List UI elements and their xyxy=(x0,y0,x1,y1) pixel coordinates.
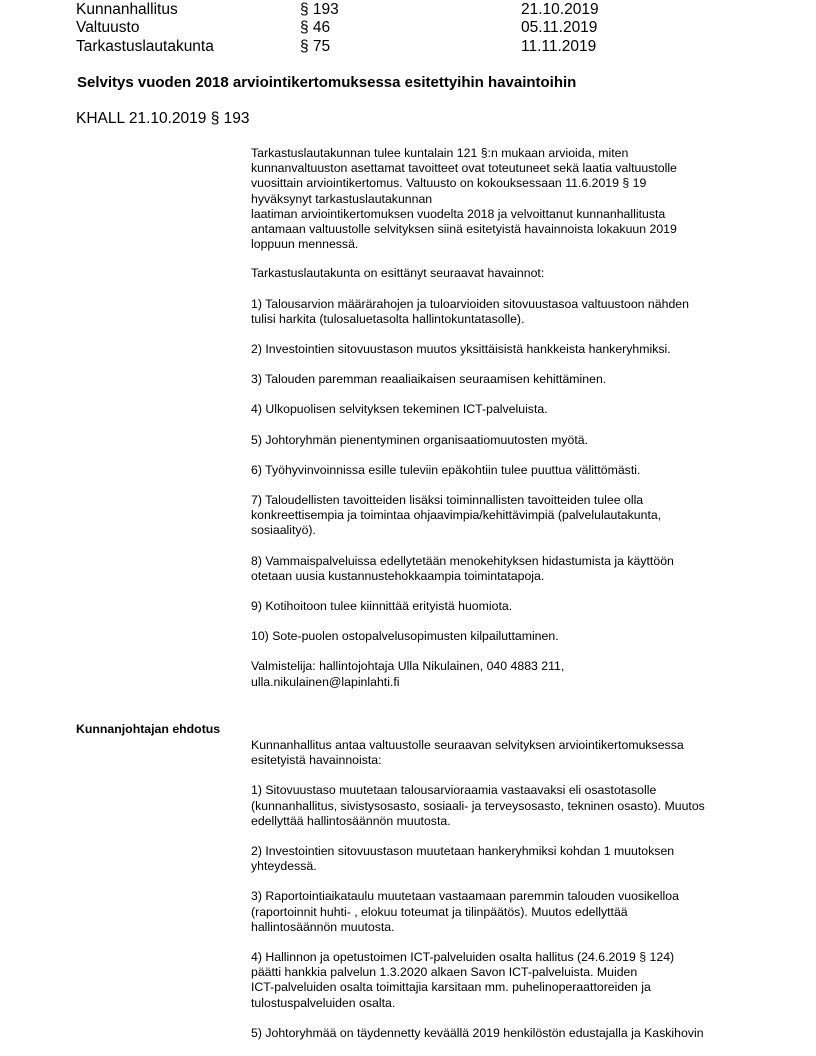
proposal-heading: Kunnanjohtajan ehdotus xyxy=(76,722,221,736)
header-date: 11.11.2019 xyxy=(521,38,597,55)
observation-item: 4) Ulkopuolisen selvityksen tekeminen ICT-palveluista. xyxy=(251,402,548,417)
observation-item: 1) Talousarvion määrärahojen ja tuloarvioiden sitovuustasoa valtuustoon nähden tulisi harkita (tulosaluetasolta hallintokuntatasolle). xyxy=(251,296,689,326)
proposal-section xyxy=(251,738,751,1041)
header-section: § 193 xyxy=(300,1,339,18)
header-section: § 46 xyxy=(300,19,331,36)
preparation-section xyxy=(251,146,751,690)
observations-lead: Tarkastuslautakunta on esittänyt seuraavat havainnot: xyxy=(251,266,545,281)
observation-item: 3) Talouden paremman reaaliaikaisen seuraamisen kehittäminen. xyxy=(251,372,607,387)
proposal-intro: Kunnanhallitus antaa valtuustolle seuraavan selvityksen arviointikertomuksessa esitetyistä havainnoista: xyxy=(251,738,684,768)
observation-item: 9) Kotihoitoon tulee kiinnittää erityistä huomiota. xyxy=(251,599,513,614)
observation-item: 8) Vammaispalveluissa edellytetään menokehityksen hidastumista ja käyttöön otetaan uusia kustannustehokkaampia toimintatapoja. xyxy=(251,553,674,583)
header-section: § 75 xyxy=(300,38,331,55)
observation-item: 2) Investointien sitovuustason muutos yksittäisistä hankkeista hankeryhmiksi. xyxy=(251,342,671,357)
header-body-name: Kunnanhallitus xyxy=(76,1,178,18)
reference-line: KHALL 21.10.2019 § 193 xyxy=(76,110,250,127)
intro-paragraph: Tarkastuslautakunnan tulee kuntalain 121 §:n mukaan arvioida, miten kunnanvaltuuston asettamat tavoitteet ovat toteutuneet sekä laatia valtuustolle vuosittain arviointikertomus. Valtuusto on kokouksessaan 11.6.2019 § 19 hyväksynyt tarkastuslautakunnan laatiman arviointikertomuksen vuodelta 2018 ja velvoittanut kunnanhallitusta antamaan valtuustolle selvityksen siinä esitetyistä havainnoista lokakuun 2019 loppuun mennessä. xyxy=(251,146,677,252)
observation-item: 6) Työhyvinvoinnissa esille tuleviin epäkohtiin tulee puuttua välittömästi. xyxy=(251,462,641,477)
preparer-info: Valmistelija: hallintojohtaja Ulla Nikulainen, 040 4883 211, ulla.nikulainen@lapinlahti.fi xyxy=(251,659,565,689)
proposal-item: 1) Sitovuustaso muutetaan talousarvioraamia vastaavaksi eli osastotasolle (kunnanhallitus, sivistysosasto, sosiaali- ja terveysosasto, tekninen osasto). Muutos edellyttää hallintosäännön muutosta. xyxy=(251,783,705,828)
observation-item: 5) Johtoryhmän pienentyminen organisaatiomuutosten myötä. xyxy=(251,432,588,447)
observation-item: 7) Taloudellisten tavoitteiden lisäksi toiminnallisten tavoitteiden tulee olla konkreettisempia ja toimintaa ohjaavimpia/kehittävimpiä (palvelulautakunta, sosiaalityö). xyxy=(251,493,662,538)
proposal-item: 5) Johtoryhmää on täydennetty keväällä 2019 henkilöstön edustajalla ja Kaskihovin xyxy=(251,1025,704,1040)
header-date: 21.10.2019 xyxy=(521,1,599,18)
document-title: Selvitys vuoden 2018 arviointikertomuksessa esitettyihin havaintoihin xyxy=(77,74,577,91)
header-date: 05.11.2019 xyxy=(521,19,598,36)
header-body-name: Tarkastuslautakunta xyxy=(76,38,214,55)
header-body-name: Valtuusto xyxy=(76,19,140,36)
proposal-item: 2) Investointien sitovuustason muutetaan hankeryhmiksi kohdan 1 muutoksen yhteydessä. xyxy=(251,844,675,874)
observation-item: 10) Sote-puolen ostopalvelusopimusten kilpailuttaminen. xyxy=(251,629,559,644)
proposal-item: 3) Raportointiaikataulu muutetaan vastaamaan paremmin talouden vuosikelloa (raportoinnit huhti- , elokuu toteumat ja tilinpäätös). Muutos edellyttää hallintosäännön muutosta. xyxy=(251,889,679,934)
proposal-item: 4) Hallinnon ja opetustoimen ICT-palveluiden osalta hallitus (24.6.2019 § 124) päätti hankkia palvelun 1.3.2020 alkaen Savon ICT-palveluista. Muiden ICT-palveluiden osalta toimittajia karsitaan mm. puhelinoperaattoreiden ja tulostuspalveluiden osalta. xyxy=(251,950,675,1010)
